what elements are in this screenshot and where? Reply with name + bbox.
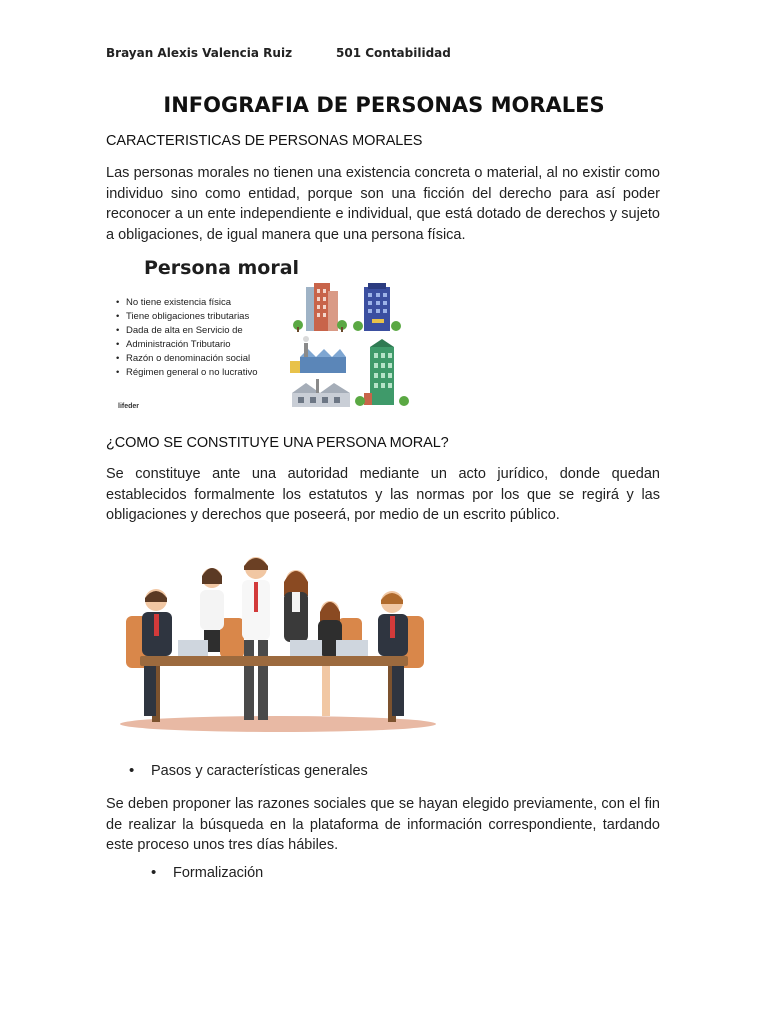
page-header (106, 46, 666, 64)
persona-moral-infographic (106, 253, 422, 415)
section-heading-characteristics: CARACTERISTICAS DE PERSONAS MORALES (106, 133, 423, 149)
brand-logo: lifeder (118, 403, 140, 410)
paragraph-steps: Se deben proponer las razones sociales que se hayan elegido previamente, con el fin de realizar la búsqueda en la plataforma de información correspondiente, tardando este proceso unos tres días hábiles. (106, 796, 660, 853)
infographic-item: • Administración Tributario (116, 338, 258, 352)
infographic-title: Persona moral (144, 257, 300, 279)
business-meeting-illustration (112, 548, 438, 734)
infographic-item: • No tiene existencia física (116, 296, 258, 310)
infographic-item: • Régimen general o no lucrativo (116, 366, 258, 380)
author-name: Brayan Alexis Valencia Ruiz (106, 46, 293, 60)
infographic-item: • Dada de alta en Servicio de (116, 324, 258, 338)
infographic-item: • Tiene obligaciones tributarias (116, 310, 258, 324)
bullet-formalization: • Formalización (173, 865, 263, 881)
paragraph-characteristics: Las personas morales no tienen una existencia concreta o material, al no existir como individuo sino como entidad, porque son una ficción del derecho para así poder reconocer a un ente independiente e individual, que está dotado de derechos y sujeto a obligaciones, de igual manera que una persona física. (106, 165, 660, 243)
paragraph-constitution: Se constituye ante una autoridad mediante un acto jurídico, donde quedan establecidos formalmente los estatutos y las normas por los que se regirá y las obligaciones y derechos que poseerá, por medio de un escrito público. (106, 466, 660, 523)
page-title: INFOGRAFIA DE PERSONAS MORALES (163, 93, 605, 117)
infographic-list (116, 296, 258, 380)
buildings-illustration (288, 281, 418, 411)
group-name: 501 Contabilidad (336, 46, 451, 60)
section-heading-constitution: ¿COMO SE CONSTITUYE UNA PERSONA MORAL? (106, 435, 449, 451)
infographic-item: • Razón o denominación social (116, 352, 258, 366)
bullet-general-steps: • Pasos y características generales (151, 763, 368, 779)
